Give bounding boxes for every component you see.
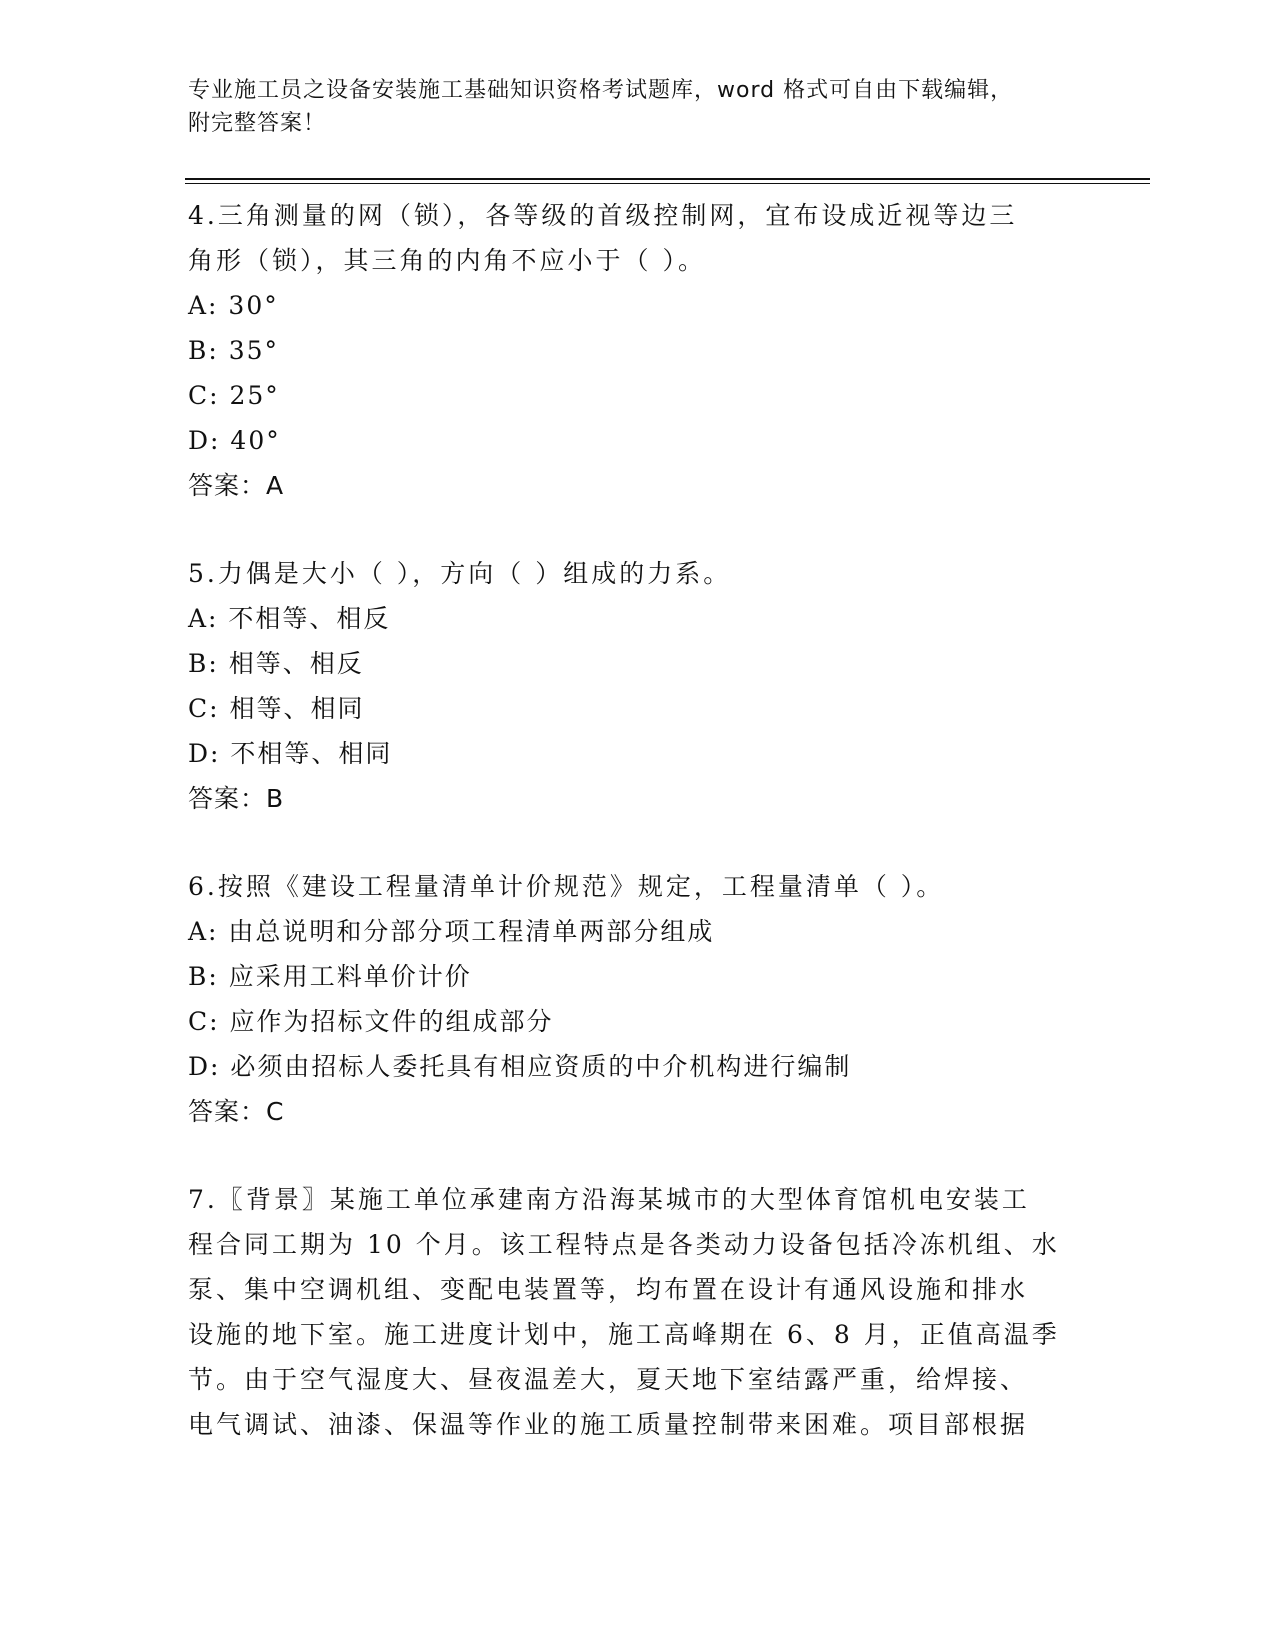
header-line-1: 专业施工员之设备安装施工基础知识资格考试题库，word 格式可自由下载编辑， xyxy=(188,78,1014,103)
option-a: A: 30° xyxy=(188,291,279,320)
option-c: C: 应作为招标文件的组成部分 xyxy=(188,1007,554,1036)
question-text-line: 7.〖背景〗某施工单位承建南方沿海某城市的大型体育馆机电安装工 xyxy=(188,1185,1030,1214)
question-text-line: 4.三角测量的网（锁），各等级的首级控制网，宜布设成近视等边三 xyxy=(188,201,1018,230)
option-c: C: 相等、相同 xyxy=(188,694,365,723)
header-divider-thin xyxy=(185,183,1150,184)
option-a: A: 由总说明和分部分项工程清单两部分组成 xyxy=(188,917,715,946)
question-text-line: 6.按照《建设工程量清单计价规范》规定，工程量清单（ ）。 xyxy=(188,872,945,901)
question-text-line: 电气调试、油漆、保温等作业的施工质量控制带来困难。项目部根据 xyxy=(188,1410,1029,1439)
question-text-line: 5.力偶是大小（ ），方向（ ）组成的力系。 xyxy=(188,559,732,588)
question-7 xyxy=(188,1177,1088,1447)
answer-line: 答案：C xyxy=(188,1097,285,1126)
option-b: B: 35° xyxy=(188,336,280,365)
question-text-line: 设施的地下室。施工进度计划中，施工高峰期在 6、8 月，正值高温季 xyxy=(188,1320,1060,1349)
option-d: D: 必须由招标人委托具有相应资质的中介机构进行编制 xyxy=(188,1052,852,1081)
answer-line: 答案：B xyxy=(188,784,285,813)
question-5 xyxy=(188,551,1088,821)
option-a: A: 不相等、相反 xyxy=(188,604,391,633)
option-d: D: 40° xyxy=(188,426,281,455)
answer-line: 答案：A xyxy=(188,471,285,500)
question-text-line: 泵、集中空调机组、变配电装置等，均布置在设计有通风设施和排水 xyxy=(188,1275,1029,1304)
question-4 xyxy=(188,193,1088,508)
header-line-2: 附完整答案！ xyxy=(188,111,327,136)
question-text-line: 节。由于空气湿度大、昼夜温差大，夏天地下室结露严重，给焊接、 xyxy=(188,1365,1029,1394)
option-b: B: 相等、相反 xyxy=(188,649,364,678)
document-header xyxy=(188,74,1068,140)
question-text-line: 角形（锁），其三角的内角不应小于（ ）。 xyxy=(188,246,706,275)
question-6 xyxy=(188,864,1088,1134)
question-text-line: 程合同工期为 10 个月。该工程特点是各类动力设备包括冷冻机组、水 xyxy=(188,1230,1060,1259)
header-divider-thick xyxy=(185,178,1150,180)
question-list xyxy=(188,193,1088,1490)
option-b: B: 应采用工料单价计价 xyxy=(188,962,472,991)
option-c: C: 25° xyxy=(188,381,280,410)
option-d: D: 不相等、相同 xyxy=(188,739,393,768)
